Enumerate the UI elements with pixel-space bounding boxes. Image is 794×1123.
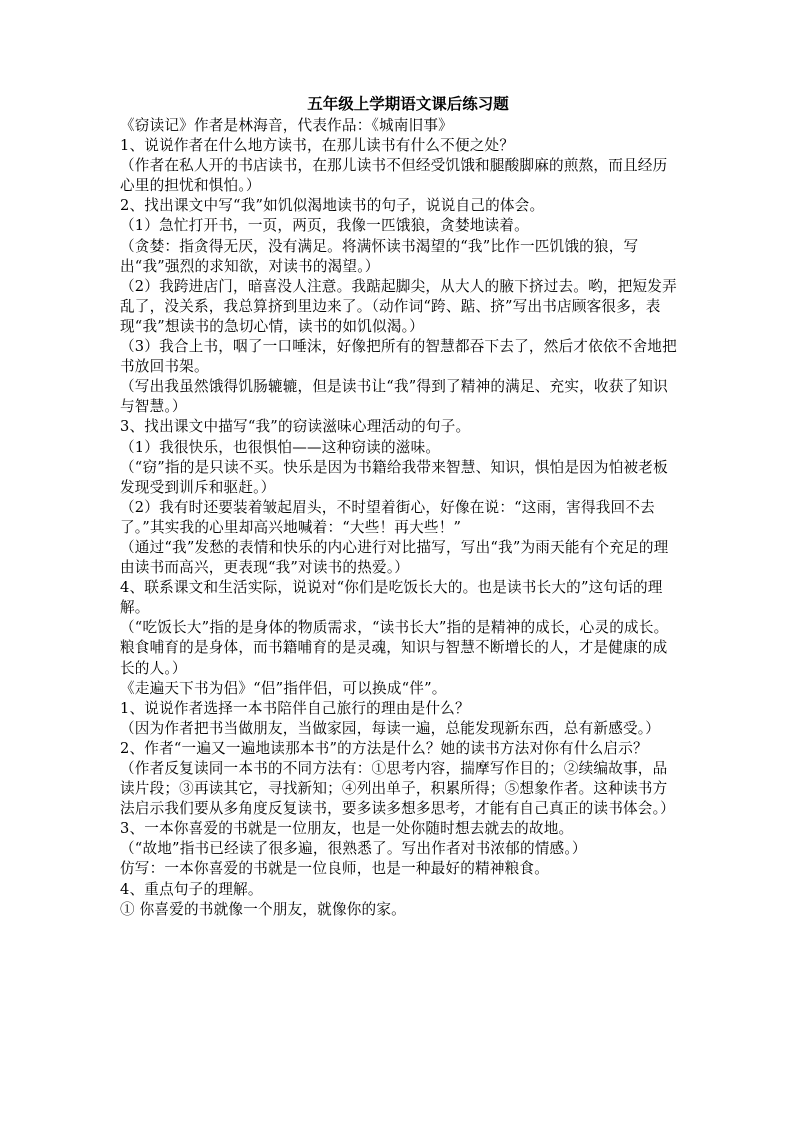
paragraph-a4: （“吃饭长大”指的是身体的物质需求，“读书长大”指的是精神的成长，心灵的成长。粮食哺育的是身体，而书籍哺育的是灵魂，知识与智慧不断增长的人，才是健康的成长的人。） [120, 619, 669, 677]
paragraph-q2-item1: （1）急忙打开书，一页，两页，我像一匹饿狼，贪婪地读着。 [120, 217, 529, 235]
paragraph-q4: 4、联系课文和生活实际，说说对“你们是吃饭长大的。也是读书长大的”这句话的理解。 [120, 579, 663, 617]
paragraph-b2-q4-item1: ① 你喜爱的书就像一个朋友，就像你的家。 [120, 900, 406, 918]
paragraph-q2-note1: （贪婪：指贪得无厌，没有满足。将满怀读书渴望的“我”比作一匹饥饿的狼，写出“我”强烈的求知欲，对读书的渴望。） [120, 237, 639, 275]
paragraph-book-intro: 《窃读记》作者是林海音，代表作品：《城南旧事》 [120, 117, 453, 134]
paragraph-book2-intro: 《走遍天下书为侣》“侣”指伴侣，可以换成“伴”。 [120, 679, 447, 697]
paragraph-q3-item2: （2）我有时还要装着皱起眉头，不时望着街心，好像在说：“这雨，害得我回不去了。”其实我的心里却高兴地喊着：“大些！再大些！” [120, 498, 655, 536]
paragraph-b2-q1: 1、说说作者选择一本书陪伴自己旅行的理由是什么？ [120, 699, 470, 717]
paragraph-b2-q2: 2、作者“一遍又一遍地读那本书”的方法是什么？她的读书方法对你有什么启示？ [120, 739, 648, 757]
paragraph-q1: 1、说说作者在什么地方读书，在那儿读书有什么不便之处？ [120, 137, 515, 155]
paragraph-q3-note1: （“窃”指的是只读不买。快乐是因为书籍给我带来智慧、知识，惧怕是因为怕被老板发现受到训斥和驱赶。） [120, 458, 668, 496]
paragraph-b2-imitation: 仿写：一本你喜爱的书就是一位良师，也是一种最好的精神粮食。 [120, 860, 550, 878]
document-page [120, 93, 680, 920]
paragraph-q3-note2: （通过“我”发愁的表情和快乐的内心进行对比描写，写出“我”为雨天能有个充足的理由读书而高兴，更表现“我”对读书的热爱。） [120, 538, 669, 577]
paragraph-q2-item3: （3）我合上书，咽了一口唾沫，好像把所有的智慧都吞下去了，然后才依依不舍地把书放回书架。 [120, 338, 677, 376]
paragraph-q3-item1: （1）我很快乐，也很惧怕——这种窃读的滋味。 [120, 438, 441, 456]
paragraph-q2-note3: （写出我虽然饿得饥肠辘辘，但是读书让“我”得到了精神的满足、充实，收获了知识与智慧。） [120, 378, 668, 416]
document-title: 五年级上学期语文课后练习题 [307, 94, 509, 113]
paragraph-b2-q4: 4、重点句子的理解。 [120, 880, 263, 898]
paragraph-a1: （作者在私人开的书店读书，在那儿读书不但经受饥饿和腿酸脚麻的煎熬，而且经历心里的担忧和惧怕。） [120, 157, 668, 195]
paragraph-q2-item2: （2）我跨进店门，暗喜没人注意。我踮起脚尖，从大人的腋下挤过去。哟，把短发弄乱了，没关系，我总算挤到里边来了。（动作词“跨、踮、挤”写出书店顾客很多，表现“我”想读书的急切心情，读书的如饥似渴。） [120, 277, 677, 335]
paragraph-b2-a3: （“故地”指书已经读了很多遍，很熟悉了。写出作者对书浓郁的情感。） [120, 840, 587, 858]
paragraph-b2-q3: 3、一本你喜爱的书就是一位朋友，也是一处你随时想去就去的故地。 [120, 820, 574, 838]
paragraph-b2-a2: （作者反复读同一本书的不同方法有：①思考内容，揣摩写作目的；②续编故事，品读片段；③再读其它，寻找新知；④列出单子，积累所得；⑤想象作者。这种读书方法启示我们要从多角度反复读书，要多读多想多思考，才能有自己真正的读书体会。） [120, 760, 675, 818]
paragraph-q3: 3、找出课文中描写“我”的窃读滋味心理活动的句子。 [120, 418, 471, 436]
paragraph-b2-a1: （因为作者把书当做朋友，当做家园，每读一遍，总能发现新东西，总有新感受。） [120, 719, 661, 737]
paragraph-q2: 2、找出课文中写“我”如饥似渴地读书的句子，说说自己的体会。 [120, 197, 545, 215]
